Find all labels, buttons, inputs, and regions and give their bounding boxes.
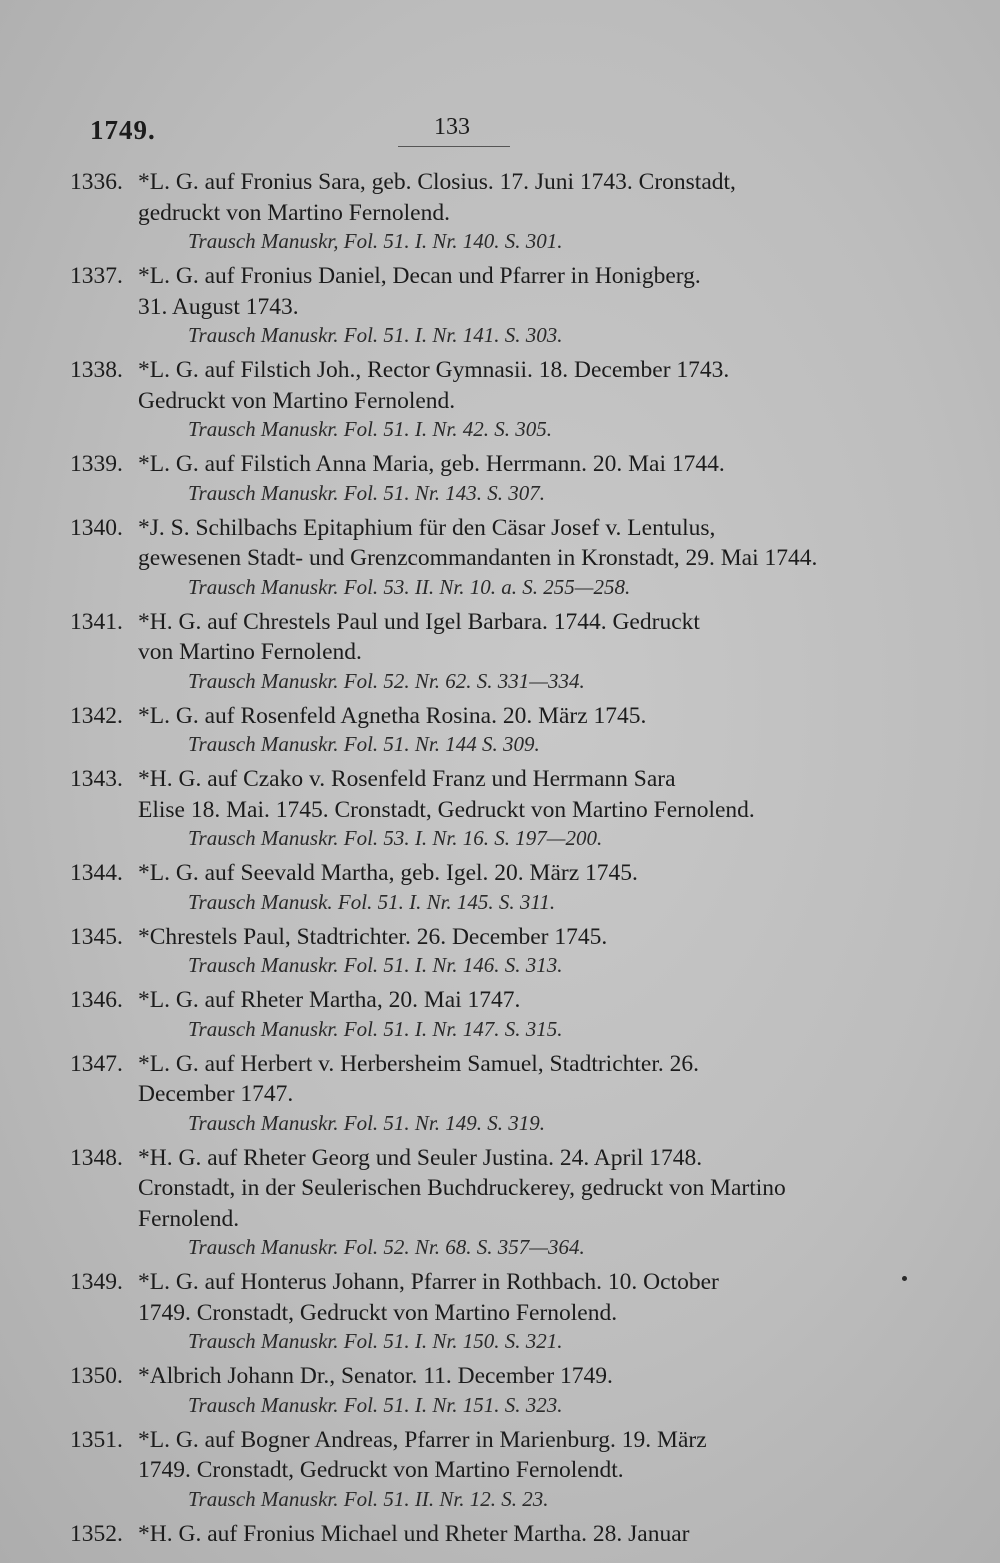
entry-number: 1348. [70, 1144, 123, 1171]
entry-text-continued: gewesenen Stadt- und Grenzcommandanten in Kronstadt, 29. Mai 1744. [138, 545, 818, 571]
entry-text: *H. G. auf Rheter Georg und Seuler Justina. 24. April 1748. [138, 1144, 703, 1171]
entry-source-reference: Trausch Manuskr. Fol. 51. I. Nr. 151. S. 323. [188, 1392, 563, 1417]
entry-source-reference: Trausch Manuskr. Fol. 52. Nr. 62. S. 331—334. [188, 668, 585, 693]
entry-text-continued: Gedruckt von Martino Fernolend. [138, 387, 456, 414]
entry-text: *L. G. auf Herbert v. Herbersheim Samuel, Stadtrichter. 26. [138, 1050, 700, 1077]
entry-number: 1341. [70, 608, 123, 635]
entry-number: 1345. [70, 923, 123, 950]
entry-text: *L. G. auf Fronius Sara, geb. Closius. 17. Juni 1743. Cronstadt, [138, 169, 736, 195]
entry-text: *Albrich Johann Dr., Senator. 11. December 1749. [138, 1363, 613, 1389]
entry-number: 1337. [70, 263, 123, 289]
entry-number: 1339. [70, 451, 123, 477]
entry-source-reference: Trausch Manuskr. Fol. 53. II. Nr. 10. a. S. 255—258. [188, 574, 631, 599]
entry-source-reference: Trausch Manuskr. Fol. 51. Nr. 144 S. 309. [188, 732, 540, 756]
entry-source-reference: Trausch Manuskr. Fol. 51. I. Nr. 146. S. 313. [188, 953, 563, 977]
entry-number: 1347. [70, 1050, 123, 1077]
entry-number: 1338. [70, 357, 123, 383]
entry-text: *L. G. auf Bogner Andreas, Pfarrer in Marienburg. 19. März [138, 1426, 707, 1453]
entry-number: 1346. [70, 987, 123, 1013]
ink-speck [902, 1276, 907, 1281]
entry-source-reference: Trausch Manuskr. Fol. 51. I. Nr. 150. S. 321. [188, 1329, 563, 1353]
entry-text: *L. G. auf Rosenfeld Agnetha Rosina. 20. März 1745. [138, 702, 647, 729]
entry-text-continued: Fernolend. [138, 1205, 240, 1232]
entry-source-reference: Trausch Manuskr. Fol. 51. I. Nr. 147. S. 315. [188, 1016, 563, 1041]
entry-source-reference: Trausch Manuskr. Fol. 51. Nr. 143. S. 307. [188, 480, 546, 505]
entry-text-continued: von Martino Fernolend. [138, 639, 362, 665]
entry-text-continued: December 1747. [138, 1081, 294, 1107]
entry-text-continued: 31. August 1743. [138, 293, 299, 320]
entry-text: *L. G. auf Honterus Johann, Pfarrer in Rothbach. 10. October [138, 1269, 719, 1295]
entry-text: *Chrestels Paul, Stadtrichter. 26. December 1745. [138, 923, 608, 950]
entry-text-continued: 1749. Cronstadt, Gedruckt von Martino Fernolend. [138, 1299, 618, 1326]
entry-number: 1344. [70, 860, 123, 886]
entry-text: *L. G. auf Filstich Joh., Rector Gymnasii. 18. December 1743. [138, 357, 730, 383]
entry-text: *H. G. auf Chrestels Paul und Igel Barbara. 1744. Gedruckt [138, 608, 700, 635]
entry-source-reference: Trausch Manuskr. Fol. 53. I. Nr. 16. S. 197—200. [188, 826, 603, 850]
entry-number: 1349. [70, 1269, 123, 1295]
entry-source-reference: Trausch Manuskr. Fol. 51. Nr. 149. S. 319. [188, 1110, 546, 1135]
page-number: 133 [434, 114, 470, 140]
header-rule [398, 146, 510, 147]
entry-text-continued: 1749. Cronstadt, Gedruckt von Martino Fernolendt. [138, 1457, 624, 1483]
entry-text: *L. G. auf Rheter Martha, 20. Mai 1747. [138, 987, 521, 1013]
entry-source-reference: Trausch Manuskr. Fol. 52. Nr. 68. S. 357—364. [188, 1235, 585, 1259]
entry-text-continued: gedruckt von Martino Fernolend. [138, 199, 450, 226]
entry-source-reference: Trausch Manuskr. Fol. 51. II. Nr. 12. S. 23. [188, 1486, 549, 1511]
entry-number: 1352. [70, 1520, 123, 1547]
entry-text: *H. G. auf Fronius Michael und Rheter Martha. 28. Januar [138, 1520, 690, 1547]
entry-text-continued: Elise 18. Mai. 1745. Cronstadt, Gedruckt von Martino Fernolend. [138, 796, 755, 823]
entry-text: *J. S. Schilbachs Epitaphium für den Cäsar Josef v. Lentulus, [138, 514, 716, 541]
entry-source-reference: Trausch Manuskr. Fol. 51. I. Nr. 141. S. 303. [188, 323, 563, 347]
running-head-year: 1749. [90, 115, 156, 145]
entry-number: 1350. [70, 1363, 123, 1389]
entry-text-continued: Cronstadt, in der Seulerischen Buchdruckerey, gedruckt von Martino [138, 1175, 786, 1201]
entry-source-reference: Trausch Manuskr, Fol. 51. I. Nr. 140. S. 301. [188, 229, 563, 253]
entry-source-reference: Trausch Manusk. Fol. 51. I. Nr. 145. S. 311. [188, 889, 556, 914]
entry-source-reference: Trausch Manuskr. Fol. 51. I. Nr. 42. S. 305. [188, 417, 553, 441]
entry-number: 1343. [70, 766, 123, 792]
entry-text: *H. G. auf Czako v. Rosenfeld Franz und Herrmann Sara [138, 766, 676, 792]
entry-text: *L. G. auf Seevald Martha, geb. Igel. 20. März 1745. [138, 860, 638, 886]
entry-number: 1340. [70, 514, 123, 541]
entry-text: *L. G. auf Filstich Anna Maria, geb. Herrmann. 20. Mai 1744. [138, 451, 725, 477]
entry-number: 1342. [70, 702, 123, 729]
entry-number: 1351. [70, 1426, 123, 1453]
entry-text: *L. G. auf Fronius Daniel, Decan und Pfarrer in Honigberg. [138, 263, 701, 289]
entry-number: 1336. [70, 169, 123, 195]
